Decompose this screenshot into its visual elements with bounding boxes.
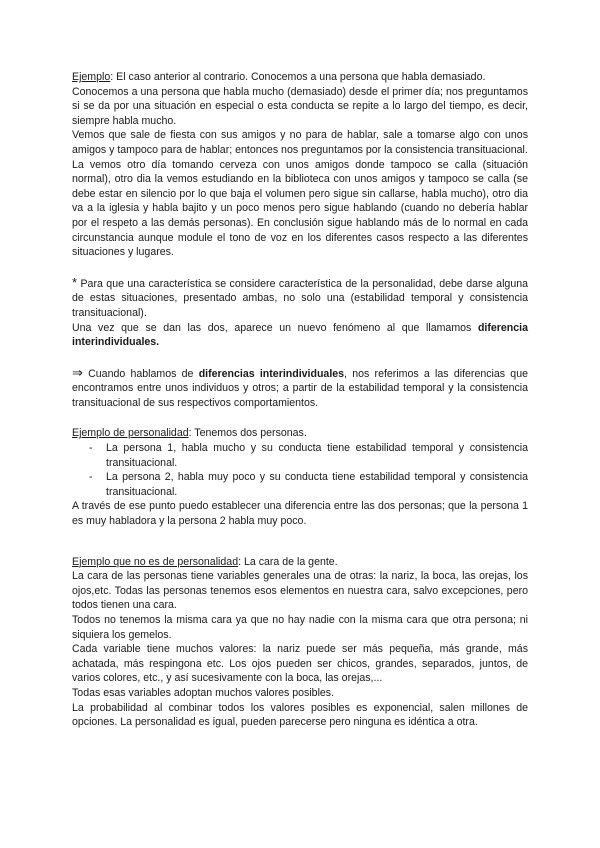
paragraph: La vemos otro día tomando cerveza con unos amigos donde tampoco se calla (situación normal), otro dia la vemos estudiando en la biblioteca con unos amigos y tampoco se calla (se debe estar en silencio por lo que baja el volumen pero sigue sin callarse, habla mucho), otro dia va a la iglesia y habla bajito y un poco menos pero sigue hablando (cuando no debería hablar por el respeto a las demás personas). En conclusión sigue hablando más de lo normal en cada circunstancia aunque module el tono de voz en los diferentes casos respecto a las diferentes situaciones y lugares. — [72, 158, 528, 259]
paragraph: Conocemos a una persona que habla mucho (demasiado) desde el primer día; nos preguntamos si se da por una situación en especial o esta conducta se repite a lo largo del tiempo, es decir, siempre habla mucho. — [72, 85, 528, 127]
example-label: Ejemplo de personalidad — [72, 427, 189, 440]
example-label: Ejemplo — [72, 71, 111, 83]
example-intro: Ejemplo de personalidad: Tenemos dos personas. — [72, 427, 307, 440]
example-label: Ejemplo que no es de personalidad — [72, 555, 239, 568]
paragraph: A través de ese punto puedo establecer una diferencia entre las dos personas; que la persona 1 es muy habladora y la persona 2 habla muy poco. — [72, 500, 528, 528]
paragraph: Una vez que se dan las dos, aparece un nuevo fenómeno al que llamamos diferencia interindividuales. — [72, 321, 528, 349]
definition-paragraph: ⇒ Cuando hablamos de diferencias interindividuales, nos referimos a las diferencias que encontramos entre unos individuos y otros; a partir de la estabilidad temporal y la consistencia transituacional de sus respectivos comportamientos. — [72, 364, 528, 409]
example-intro: Ejemplo: El caso anterior al contrario. Conocemos a una persona que habla demasiado. — [72, 71, 486, 83]
note-paragraph: * Para que una característica se considere característica de la personalidad, debe darse alguna de estas situaciones, presentado ambas, no solo una (estabilidad temporal y consistencia transituacional). — [72, 274, 528, 319]
paragraph: Cada variable tiene muchos valores: la nariz puede ser más pequeña, más grande, más achatada, más respingona etc. Los ojos pueden ser chicos, grandes, separados, juntos, de varios colores, etc., y así sucesivamente con la boca, las orejas,... — [72, 643, 528, 685]
bold-term: diferencias interindividuales — [198, 367, 345, 380]
document-page — [72, 70, 528, 730]
example-intro: Ejemplo que no es de personalidad: La cara de la gente. — [72, 555, 338, 568]
paragraph: La cara de las personas tiene variables generales una de otras: la nariz, la boca, las orejas, los ojos,etc. Todas las personas tenemos esos elementos en nuestra cara, salvo excepciones, pero todos tienen una cara. — [72, 570, 528, 612]
list-item: - La persona 2, habla muy poco y su conducta tiene estabilidad temporal y consistencia transituacional. — [106, 470, 528, 499]
bold-term: diferencia interindividuales. — [72, 321, 528, 349]
paragraph: Todas esas variables adoptan muchos valores posibles. — [72, 686, 335, 699]
paragraph: Vemos que sale de fiesta con sus amigos y no para de hablar, sale a tomarse algo con unos amigos y tampoco para de hablar; entonces nos preguntamos por la consistencia transituacional. — [72, 129, 528, 156]
paragraph: La probabilidad al combinar todos los valores posibles es exponencial, salen millones de opciones. La personalidad es igual, pueden parecerse pero ninguna es idéntica a otra. — [72, 701, 528, 729]
dash-list — [72, 441, 528, 499]
paragraph: Todos no tenemos la misma cara ya que no hay nadie con la misma cara que otra persona; ni siquiera los gemelos. — [72, 614, 528, 641]
arrow-icon: ⇒ — [72, 364, 83, 380]
list-item: - La persona 1, habla mucho y su conducta tiene estabilidad temporal y consistencia transituacional. — [106, 441, 528, 470]
asterisk-icon: * — [72, 274, 78, 290]
